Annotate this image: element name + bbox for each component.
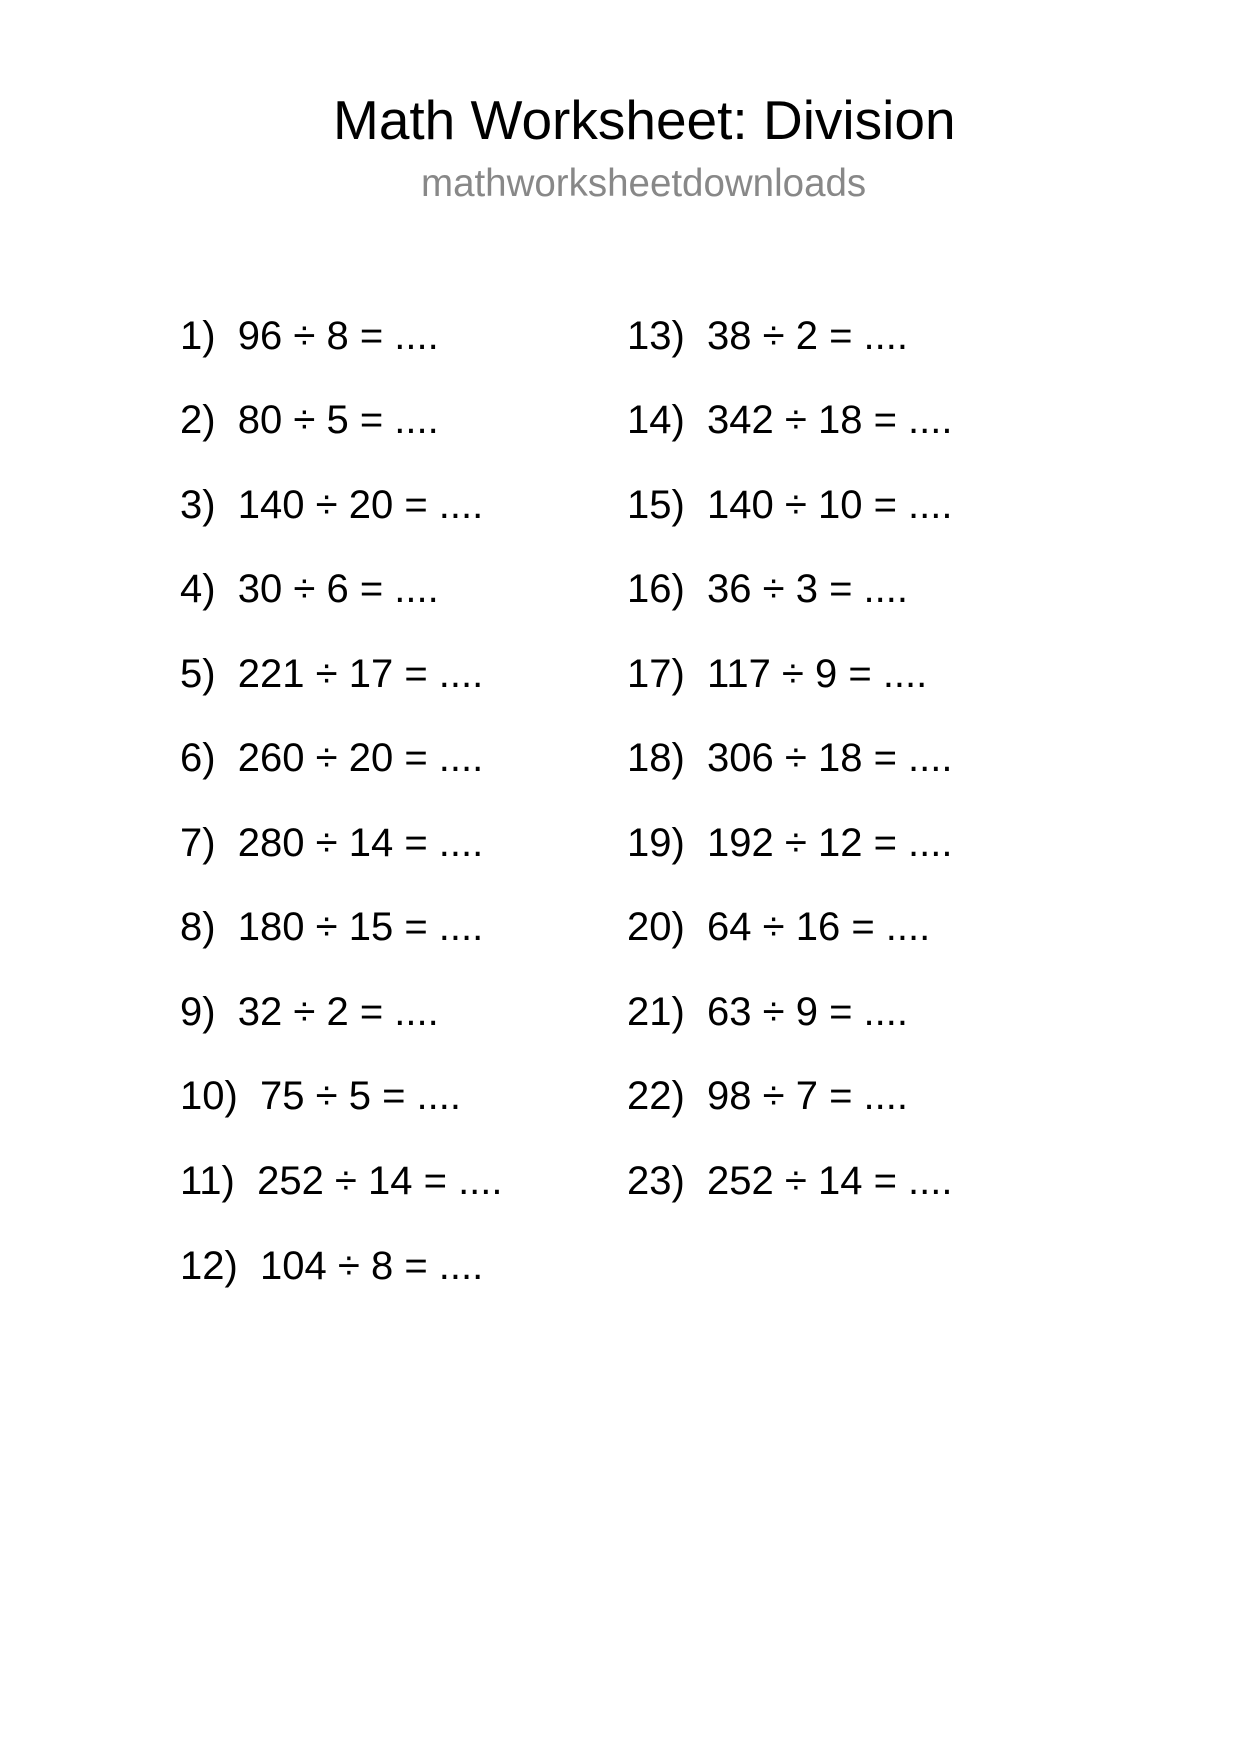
problem-23: 23) 252 ÷ 14 = ....	[627, 1159, 953, 1203]
problem-19: 19) 192 ÷ 12 = ....	[627, 821, 953, 865]
problem-1: 1) 96 ÷ 8 = ....	[180, 314, 439, 358]
problem-21: 21) 63 ÷ 9 = ....	[627, 990, 908, 1034]
page-title: Math Worksheet: Division	[333, 89, 956, 151]
problem-7: 7) 280 ÷ 14 = ....	[180, 821, 484, 865]
problem-4: 4) 30 ÷ 6 = ....	[180, 567, 439, 611]
problem-15: 15) 140 ÷ 10 = ....	[627, 483, 953, 527]
problem-6: 6) 260 ÷ 20 = ....	[180, 736, 484, 780]
page-subtitle: mathworksheetdownloads	[421, 162, 867, 205]
problem-3: 3) 140 ÷ 20 = ....	[180, 483, 484, 527]
problem-8: 8) 180 ÷ 15 = ....	[180, 905, 484, 949]
problem-22: 22) 98 ÷ 7 = ....	[627, 1074, 908, 1118]
problem-14: 14) 342 ÷ 18 = ....	[627, 398, 953, 442]
problem-17: 17) 117 ÷ 9 = ....	[627, 652, 928, 696]
problem-20: 20) 64 ÷ 16 = ....	[627, 905, 931, 949]
problem-5: 5) 221 ÷ 17 = ....	[180, 652, 484, 696]
problem-2: 2) 80 ÷ 5 = ....	[180, 398, 439, 442]
problem-16: 16) 36 ÷ 3 = ....	[627, 567, 908, 611]
problem-9: 9) 32 ÷ 2 = ....	[180, 990, 439, 1034]
problem-10: 10) 75 ÷ 5 = ....	[180, 1074, 461, 1118]
problem-11: 11) 252 ÷ 14 = ....	[180, 1159, 503, 1203]
problem-18: 18) 306 ÷ 18 = ....	[627, 736, 953, 780]
problem-13: 13) 38 ÷ 2 = ....	[627, 314, 908, 358]
problem-12: 12) 104 ÷ 8 = ....	[180, 1244, 484, 1288]
